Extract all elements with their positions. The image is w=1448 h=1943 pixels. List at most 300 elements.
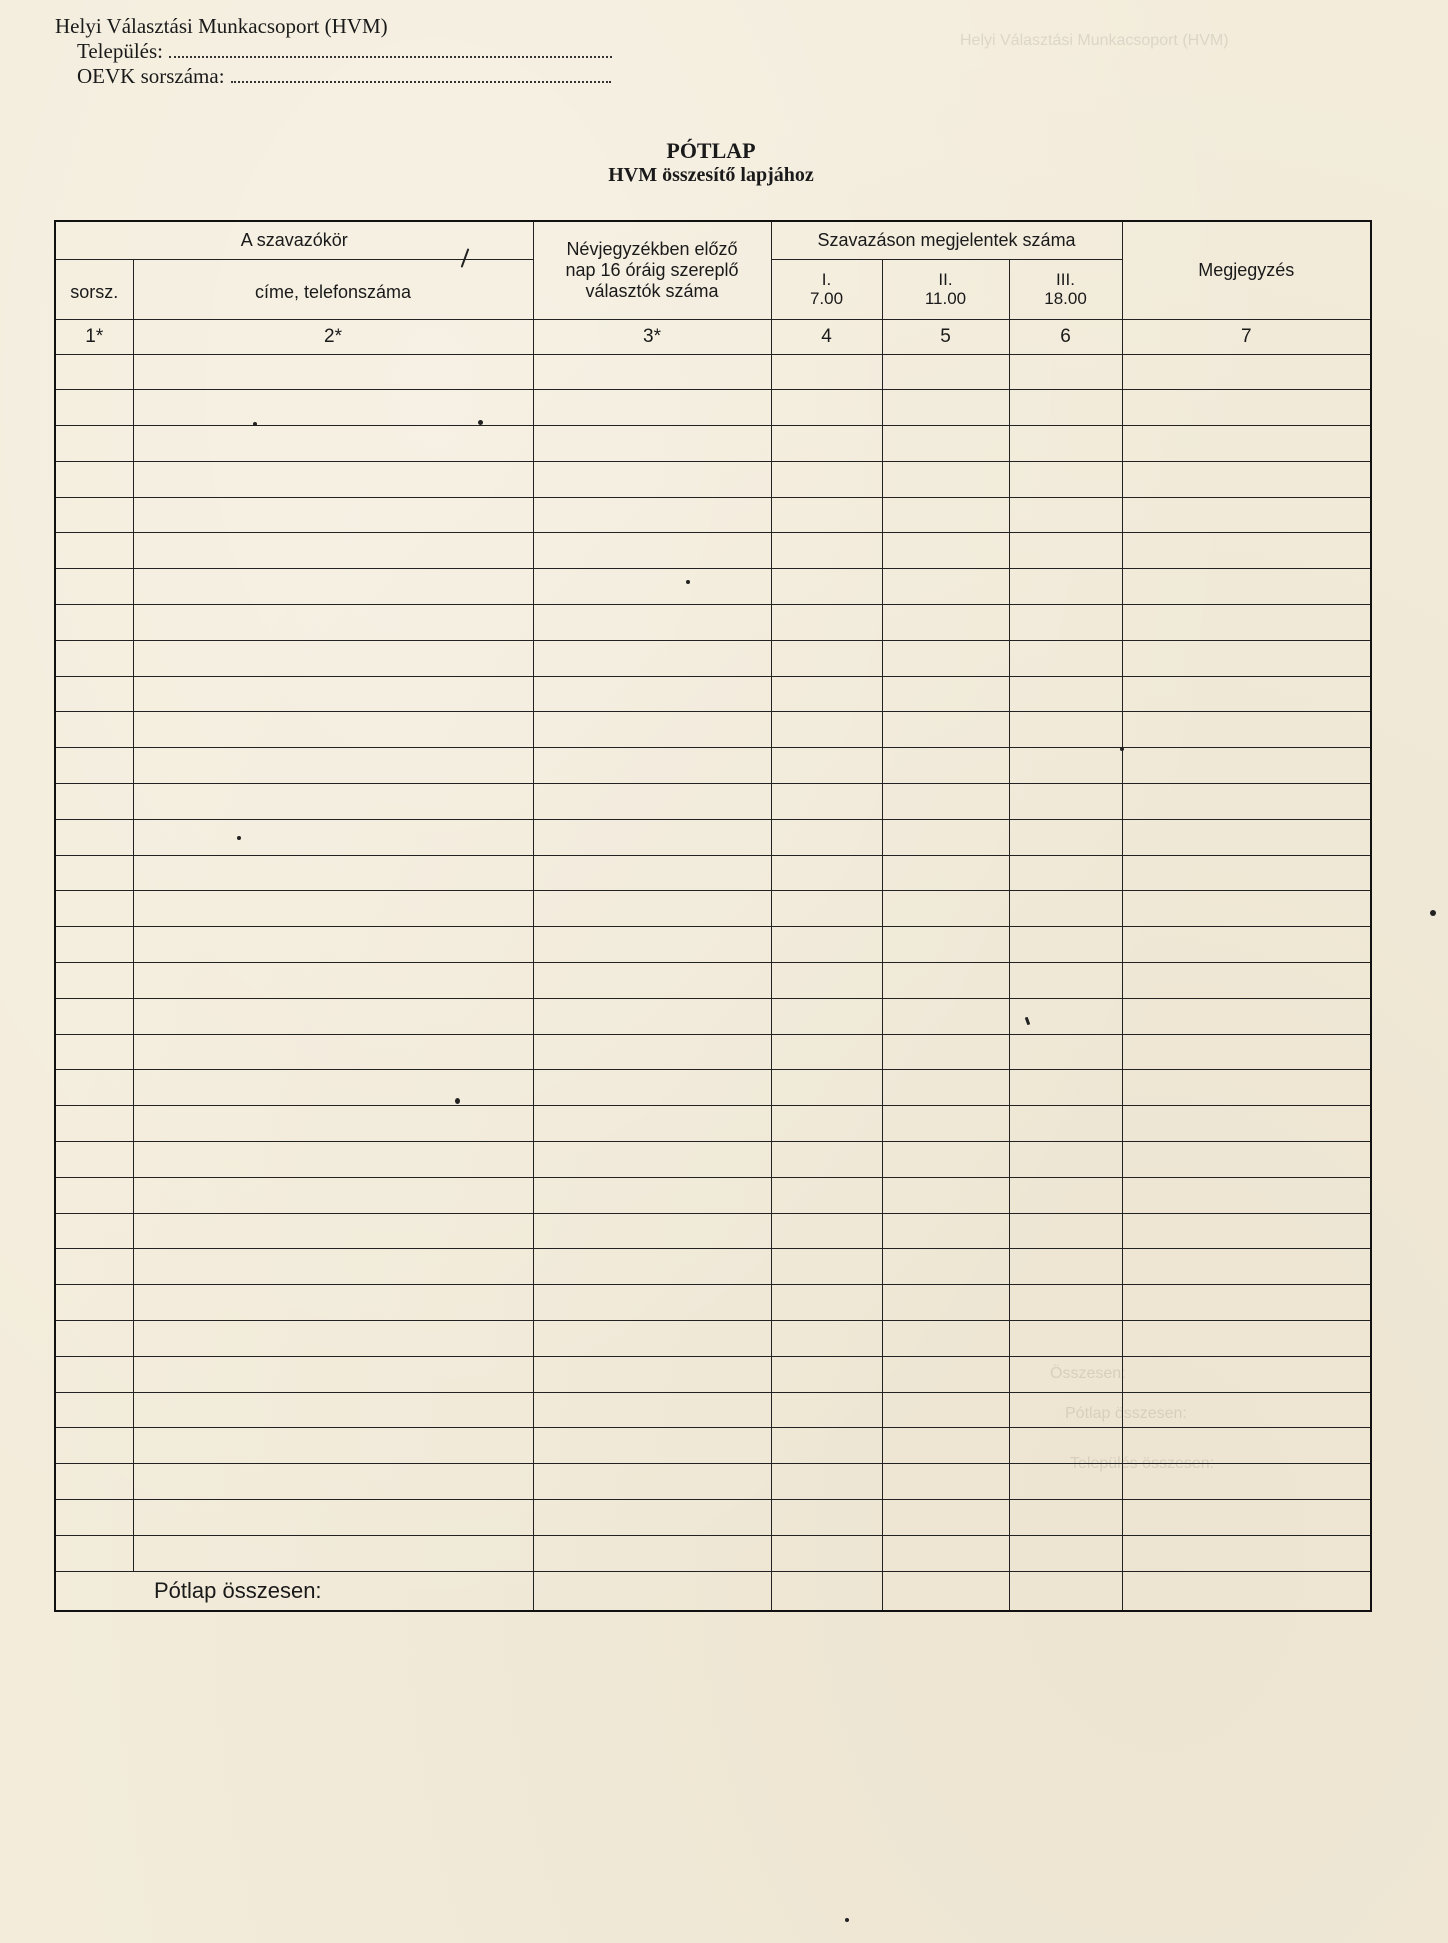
turnout-2-cell[interactable] [882, 640, 1009, 676]
turnout-2-cell[interactable] [882, 1106, 1009, 1142]
registry-cell[interactable] [533, 1177, 771, 1213]
turnout-3-cell[interactable] [1009, 461, 1122, 497]
registry-cell[interactable] [533, 533, 771, 569]
turnout-2-cell[interactable] [882, 676, 1009, 712]
address-cell[interactable] [133, 1142, 533, 1178]
turnout-3-cell[interactable] [1009, 1464, 1122, 1500]
remarks-cell[interactable] [1122, 891, 1371, 927]
registry-cell[interactable] [533, 1285, 771, 1321]
turnout-3-cell[interactable] [1009, 390, 1122, 426]
turnout-3-cell[interactable] [1009, 1356, 1122, 1392]
remarks-cell[interactable] [1122, 819, 1371, 855]
turnout-1-cell[interactable] [771, 891, 882, 927]
header-row-1 [55, 221, 1371, 259]
registry-line-2: nap 16 óráig szereplő [565, 259, 739, 280]
address-cell[interactable] [133, 1464, 533, 1500]
turnout-2-cell[interactable] [882, 927, 1009, 963]
registry-cell[interactable] [533, 1321, 771, 1357]
address-cell[interactable] [133, 1500, 533, 1536]
remarks-cell[interactable] [1122, 1213, 1371, 1249]
page-subtitle: HVM összesítő lapjához [608, 164, 814, 186]
turnout-1-cell[interactable] [771, 461, 882, 497]
address-cell[interactable] [133, 1249, 533, 1285]
turnout-1-cell[interactable] [771, 1070, 882, 1106]
serial-cell[interactable] [55, 1177, 133, 1213]
turnout-1-cell[interactable] [771, 1428, 882, 1464]
address-cell[interactable] [133, 461, 533, 497]
turnout-2-cell[interactable] [882, 426, 1009, 462]
registry-cell[interactable] [533, 1142, 771, 1178]
serial-cell[interactable] [55, 1249, 133, 1285]
serial-cell[interactable] [55, 712, 133, 748]
address-cell[interactable] [133, 1177, 533, 1213]
turnout-3-cell[interactable] [1009, 963, 1122, 999]
column-number-3: 3* [533, 319, 771, 354]
serial-cell[interactable] [55, 819, 133, 855]
address-cell[interactable] [133, 1392, 533, 1428]
turnout-2-cell[interactable] [882, 1177, 1009, 1213]
address-cell[interactable] [133, 533, 533, 569]
turnout-2-cell[interactable] [882, 461, 1009, 497]
table-row [55, 819, 1371, 855]
registry-cell[interactable] [533, 1428, 771, 1464]
table-row [55, 461, 1371, 497]
turnout-3-cell[interactable] [1009, 1142, 1122, 1178]
turnout-1-cell[interactable] [771, 712, 882, 748]
serial-cell[interactable] [55, 748, 133, 784]
tally-table [54, 220, 1372, 1612]
total-turnout-2-cell[interactable] [882, 1571, 1009, 1611]
remarks-cell[interactable] [1122, 1142, 1371, 1178]
turnout-3-cell[interactable] [1009, 927, 1122, 963]
table-row [55, 1034, 1371, 1070]
registry-cell[interactable] [533, 712, 771, 748]
remarks-cell[interactable] [1122, 533, 1371, 569]
serial-cell[interactable] [55, 1034, 133, 1070]
address-header: címe, telefonszáma [133, 259, 533, 319]
column-number-7: 7 [1122, 319, 1371, 354]
registry-cell[interactable] [533, 1500, 771, 1536]
address-cell[interactable] [133, 1034, 533, 1070]
registry-cell[interactable] [533, 676, 771, 712]
table-row [55, 1070, 1371, 1106]
registry-cell[interactable] [533, 819, 771, 855]
address-cell[interactable] [133, 1428, 533, 1464]
dust-speck [1430, 910, 1436, 916]
address-cell[interactable] [133, 640, 533, 676]
remarks-header: Megjegyzés [1122, 221, 1371, 319]
serial-cell[interactable] [55, 1070, 133, 1106]
registry-cell[interactable] [533, 891, 771, 927]
table-row [55, 497, 1371, 533]
registry-cell[interactable] [533, 1106, 771, 1142]
turnout-2-cell[interactable] [882, 354, 1009, 390]
remarks-cell[interactable] [1122, 963, 1371, 999]
registry-line-1: Névjegyzékben előző [566, 238, 738, 259]
turnout-1-cell[interactable] [771, 1500, 882, 1536]
address-cell[interactable] [133, 426, 533, 462]
serial-cell[interactable] [55, 640, 133, 676]
turnout-1-cell[interactable] [771, 1249, 882, 1285]
turnout-1-cell[interactable] [771, 1464, 882, 1500]
turnout-2-cell[interactable] [882, 1213, 1009, 1249]
registry-cell[interactable] [533, 963, 771, 999]
turnout-3-cell[interactable] [1009, 497, 1122, 533]
turnout-3-time: 18.00 [1044, 289, 1087, 308]
total-turnout-1-cell[interactable] [771, 1571, 882, 1611]
total-remarks-cell[interactable] [1122, 1571, 1371, 1611]
turnout-1-cell[interactable] [771, 963, 882, 999]
registry-cell[interactable] [533, 1070, 771, 1106]
total-row [55, 1571, 1371, 1611]
turnout-1-cell[interactable] [771, 819, 882, 855]
turnout-3-cell[interactable] [1009, 569, 1122, 605]
remarks-cell[interactable] [1122, 1106, 1371, 1142]
title-block [0, 139, 1422, 187]
turnout-2-cell[interactable] [882, 1249, 1009, 1285]
registry-cell[interactable] [533, 461, 771, 497]
serial-cell[interactable] [55, 1356, 133, 1392]
table-row [55, 712, 1371, 748]
serial-cell[interactable] [55, 1428, 133, 1464]
remarks-cell[interactable] [1122, 1464, 1371, 1500]
remarks-cell[interactable] [1122, 1070, 1371, 1106]
remarks-cell[interactable] [1122, 784, 1371, 820]
address-cell[interactable] [133, 963, 533, 999]
table-row [55, 569, 1371, 605]
turnout-2-cell[interactable] [882, 963, 1009, 999]
registry-cell[interactable] [533, 569, 771, 605]
total-label: Pótlap összesen: [55, 1571, 533, 1611]
turnout-2-cell[interactable] [882, 1034, 1009, 1070]
serial-cell[interactable] [55, 497, 133, 533]
settlement-input-line[interactable] [169, 40, 612, 58]
serial-cell[interactable] [55, 390, 133, 426]
serial-cell[interactable] [55, 1464, 133, 1500]
turnout-1-cell[interactable] [771, 605, 882, 641]
registry-cell[interactable] [533, 998, 771, 1034]
turnout-1-cell[interactable] [771, 1356, 882, 1392]
remarks-cell[interactable] [1122, 1428, 1371, 1464]
turnout-1-cell[interactable] [771, 855, 882, 891]
remarks-cell[interactable] [1122, 927, 1371, 963]
turnout-1-cell[interactable] [771, 1285, 882, 1321]
turnout-1-cell[interactable] [771, 676, 882, 712]
turnout-1-cell[interactable] [771, 1392, 882, 1428]
turnout-3-cell[interactable] [1009, 640, 1122, 676]
serial-cell[interactable] [55, 1106, 133, 1142]
serial-cell[interactable] [55, 855, 133, 891]
turnout-2-cell[interactable] [882, 712, 1009, 748]
remarks-cell[interactable] [1122, 1034, 1371, 1070]
turnout-2-cell[interactable] [882, 1142, 1009, 1178]
turnout-2-cell[interactable] [882, 569, 1009, 605]
table-row [55, 426, 1371, 462]
turnout-2-cell[interactable] [882, 1428, 1009, 1464]
remarks-cell[interactable] [1122, 1500, 1371, 1536]
address-cell[interactable] [133, 1106, 533, 1142]
turnout-1-cell[interactable] [771, 1213, 882, 1249]
registry-cell[interactable] [533, 640, 771, 676]
table-row [55, 354, 1371, 390]
remarks-cell[interactable] [1122, 1356, 1371, 1392]
registry-cell[interactable] [533, 390, 771, 426]
table-row [55, 1249, 1371, 1285]
serial-cell[interactable] [55, 998, 133, 1034]
address-cell[interactable] [133, 1213, 533, 1249]
address-cell[interactable] [133, 390, 533, 426]
turnout-2-cell[interactable] [882, 819, 1009, 855]
registry-cell[interactable] [533, 497, 771, 533]
turnout-2-cell[interactable] [882, 497, 1009, 533]
registry-cell[interactable] [533, 1213, 771, 1249]
turnout-3-cell[interactable] [1009, 784, 1122, 820]
turnout-1-cell[interactable] [771, 784, 882, 820]
turnout-1-cell[interactable] [771, 927, 882, 963]
turnout-3-cell[interactable] [1009, 605, 1122, 641]
turnout-2-cell[interactable] [882, 998, 1009, 1034]
serial-cell[interactable] [55, 1142, 133, 1178]
remarks-cell[interactable] [1122, 354, 1371, 390]
registry-cell[interactable] [533, 1034, 771, 1070]
registry-cell[interactable] [533, 855, 771, 891]
remarks-cell[interactable] [1122, 855, 1371, 891]
remarks-cell[interactable] [1122, 1392, 1371, 1428]
table-row [55, 1213, 1371, 1249]
address-cell[interactable] [133, 712, 533, 748]
address-cell[interactable] [133, 605, 533, 641]
registry-cell[interactable] [533, 1356, 771, 1392]
remarks-cell[interactable] [1122, 461, 1371, 497]
turnout-3-cell[interactable] [1009, 748, 1122, 784]
registry-cell[interactable] [533, 748, 771, 784]
registry-cell[interactable] [533, 1535, 771, 1571]
address-cell[interactable] [133, 354, 533, 390]
address-cell[interactable] [133, 676, 533, 712]
serial-cell[interactable] [55, 676, 133, 712]
remarks-cell[interactable] [1122, 1321, 1371, 1357]
dust-speck [253, 422, 257, 426]
turnout-1-cell[interactable] [771, 569, 882, 605]
turnout-2-cell[interactable] [882, 1070, 1009, 1106]
remarks-cell[interactable] [1122, 640, 1371, 676]
turnout-1-cell[interactable] [771, 1177, 882, 1213]
remarks-cell[interactable] [1122, 712, 1371, 748]
registry-cell[interactable] [533, 1392, 771, 1428]
turnout-3-cell[interactable] [1009, 1285, 1122, 1321]
table-row [55, 927, 1371, 963]
address-cell[interactable] [133, 1070, 533, 1106]
turnout-3-cell[interactable] [1009, 891, 1122, 927]
turnout-2-cell[interactable] [882, 891, 1009, 927]
serial-cell[interactable] [55, 1285, 133, 1321]
turnout-2-cell[interactable] [882, 1500, 1009, 1536]
remarks-cell[interactable] [1122, 998, 1371, 1034]
address-cell[interactable] [133, 1535, 533, 1571]
table-row [55, 1464, 1371, 1500]
turnout-1-cell[interactable] [771, 426, 882, 462]
turnout-1-cell[interactable] [771, 1142, 882, 1178]
turnout-2-header [882, 259, 1009, 319]
address-cell[interactable] [133, 748, 533, 784]
address-cell[interactable] [133, 784, 533, 820]
serial-cell[interactable] [55, 1392, 133, 1428]
remarks-cell[interactable] [1122, 605, 1371, 641]
remarks-cell[interactable] [1122, 748, 1371, 784]
address-cell[interactable] [133, 1356, 533, 1392]
remarks-cell[interactable] [1122, 1535, 1371, 1571]
turnout-2-cell[interactable] [882, 855, 1009, 891]
turnout-3-cell[interactable] [1009, 1321, 1122, 1357]
table-row [55, 1142, 1371, 1178]
serial-cell[interactable] [55, 963, 133, 999]
registry-cell[interactable] [533, 1464, 771, 1500]
serial-cell[interactable] [55, 891, 133, 927]
turnout-3-cell[interactable] [1009, 1106, 1122, 1142]
turnout-1-cell[interactable] [771, 497, 882, 533]
table-row [55, 1428, 1371, 1464]
serial-cell[interactable] [55, 1213, 133, 1249]
serial-cell[interactable] [55, 533, 133, 569]
turnout-1-cell[interactable] [771, 533, 882, 569]
turnout-2-cell[interactable] [882, 1356, 1009, 1392]
turnout-3-cell[interactable] [1009, 819, 1122, 855]
registry-cell[interactable] [533, 1249, 771, 1285]
remarks-cell[interactable] [1122, 497, 1371, 533]
registry-cell[interactable] [533, 927, 771, 963]
turnout-1-cell[interactable] [771, 1535, 882, 1571]
dust-speck [686, 580, 690, 584]
turnout-3-label: III. [1056, 270, 1075, 289]
total-turnout-3-cell[interactable] [1009, 1571, 1122, 1611]
serial-header: sorsz. [55, 259, 133, 319]
turnout-2-cell[interactable] [882, 1464, 1009, 1500]
table-row [55, 963, 1371, 999]
turnout-1-cell[interactable] [771, 354, 882, 390]
table-row [55, 1500, 1371, 1536]
serial-cell[interactable] [55, 354, 133, 390]
remarks-cell[interactable] [1122, 676, 1371, 712]
registry-cell[interactable] [533, 605, 771, 641]
settlement-field [55, 39, 612, 64]
show-through-text: Helyi Választási Munkacsoport (HVM) [960, 32, 1229, 49]
turnout-1-cell[interactable] [771, 748, 882, 784]
turnout-3-cell[interactable] [1009, 676, 1122, 712]
org-name: Helyi Választási Munkacsoport (HVM) [55, 14, 388, 38]
turnout-1-cell[interactable] [771, 390, 882, 426]
turnout-2-cell[interactable] [882, 748, 1009, 784]
turnout-3-cell[interactable] [1009, 1500, 1122, 1536]
turnout-3-cell[interactable] [1009, 533, 1122, 569]
district-field [55, 64, 612, 89]
turnout-2-cell[interactable] [882, 1392, 1009, 1428]
serial-cell[interactable] [55, 1500, 133, 1536]
turnout-2-cell[interactable] [882, 1321, 1009, 1357]
turnout-3-cell[interactable] [1009, 1213, 1122, 1249]
table-row [55, 390, 1371, 426]
serial-cell[interactable] [55, 569, 133, 605]
turnout-3-cell[interactable] [1009, 1070, 1122, 1106]
turnout-2-cell[interactable] [882, 605, 1009, 641]
address-cell[interactable] [133, 927, 533, 963]
turnout-3-cell[interactable] [1009, 1428, 1122, 1464]
turnout-2-cell[interactable] [882, 533, 1009, 569]
turnout-3-cell[interactable] [1009, 354, 1122, 390]
turnout-3-cell[interactable] [1009, 855, 1122, 891]
address-cell[interactable] [133, 497, 533, 533]
settlement-label: Település: [77, 39, 163, 63]
turnout-1-header [771, 259, 882, 319]
turnout-1-cell[interactable] [771, 998, 882, 1034]
serial-cell[interactable] [55, 784, 133, 820]
serial-cell[interactable] [55, 605, 133, 641]
turnout-3-cell[interactable] [1009, 426, 1122, 462]
turnout-2-cell[interactable] [882, 390, 1009, 426]
address-cell[interactable] [133, 891, 533, 927]
serial-cell[interactable] [55, 1321, 133, 1357]
address-cell[interactable] [133, 855, 533, 891]
turnout-1-cell[interactable] [771, 1034, 882, 1070]
district-input-line[interactable] [231, 65, 611, 83]
serial-cell[interactable] [55, 461, 133, 497]
remarks-cell[interactable] [1122, 390, 1371, 426]
turnout-3-cell[interactable] [1009, 1535, 1122, 1571]
table-row [55, 748, 1371, 784]
turnout-2-cell[interactable] [882, 1285, 1009, 1321]
turnout-3-cell[interactable] [1009, 1034, 1122, 1070]
turnout-2-label: II. [938, 270, 953, 289]
registry-cell[interactable] [533, 354, 771, 390]
total-registry-cell[interactable] [533, 1571, 771, 1611]
dust-speck [845, 1918, 849, 1922]
turnout-3-cell[interactable] [1009, 712, 1122, 748]
table-row [55, 1392, 1371, 1428]
turnout-1-cell[interactable] [771, 1106, 882, 1142]
turnout-1-cell[interactable] [771, 1321, 882, 1357]
table-row [55, 533, 1371, 569]
turnout-2-cell[interactable] [882, 784, 1009, 820]
address-cell[interactable] [133, 998, 533, 1034]
remarks-cell[interactable] [1122, 1177, 1371, 1213]
serial-cell[interactable] [55, 426, 133, 462]
turnout-group-header: Szavazáson megjelentek száma [771, 221, 1122, 259]
turnout-3-cell[interactable] [1009, 1177, 1122, 1213]
remarks-cell[interactable] [1122, 1285, 1371, 1321]
serial-cell[interactable] [55, 927, 133, 963]
address-cell[interactable] [133, 1321, 533, 1357]
serial-cell[interactable] [55, 1535, 133, 1571]
turnout-3-cell[interactable] [1009, 1392, 1122, 1428]
table-row [55, 784, 1371, 820]
column-number-1: 1* [55, 319, 133, 354]
dust-speck [455, 1098, 460, 1104]
turnout-2-cell[interactable] [882, 1535, 1009, 1571]
turnout-2-time: 11.00 [924, 289, 967, 308]
registry-cell[interactable] [533, 426, 771, 462]
table-row [55, 1356, 1371, 1392]
address-cell[interactable] [133, 819, 533, 855]
remarks-cell[interactable] [1122, 569, 1371, 605]
registry-cell[interactable] [533, 784, 771, 820]
address-cell[interactable] [133, 569, 533, 605]
turnout-3-cell[interactable] [1009, 1249, 1122, 1285]
address-cell[interactable] [133, 1285, 533, 1321]
table-row [55, 640, 1371, 676]
dust-speck [237, 836, 241, 840]
turnout-1-cell[interactable] [771, 640, 882, 676]
remarks-cell[interactable] [1122, 426, 1371, 462]
remarks-cell[interactable] [1122, 1249, 1371, 1285]
